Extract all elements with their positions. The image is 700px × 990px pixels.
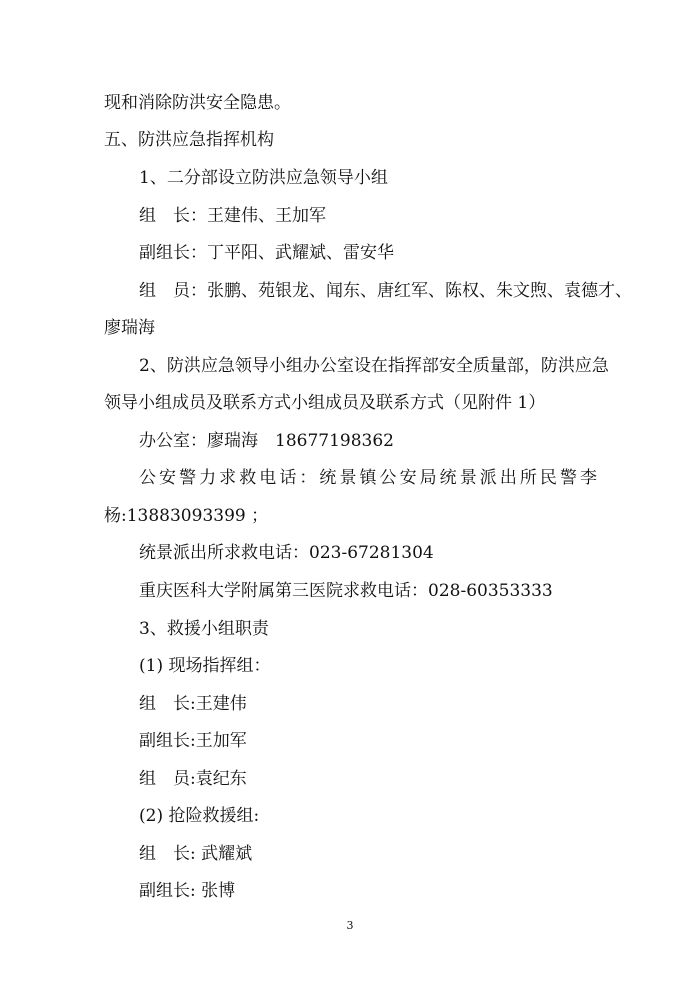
text-line-3: 1、二分部设立防洪应急领导小组 [139, 168, 388, 188]
text-line-14: 重庆医科大学附属第三医院求救电话：028-60353333 [139, 581, 553, 601]
section-heading-5: 五、防洪应急指挥机构 [104, 130, 274, 150]
text-line-22: 副组长: 张博 [139, 881, 236, 901]
text-line-21: 组 长: 武耀斌 [139, 844, 253, 864]
text-line-5: 副组长：丁平阳、武耀斌、雷安华 [139, 243, 394, 263]
page-number: 3 [346, 919, 354, 932]
text-line-17: 组 长:王建伟 [139, 694, 247, 714]
text-line-15: 3、救援小组职责 [139, 619, 269, 639]
text-line-9: 领导小组成员及联系方式小组成员及联系方式（见附件 1） [104, 393, 546, 413]
text-line-8: 2、防洪应急领导小组办公室设在指挥部安全质量部，防洪应急 [139, 356, 609, 376]
text-line-12: 杨:13883093399 ； [104, 506, 269, 526]
text-line-18: 副组长:王加军 [139, 731, 247, 751]
text-line-16: (1) 现场指挥组： [139, 656, 271, 676]
text-line-10: 办公室：廖瑞海 18677198362 [139, 431, 394, 451]
text-line-4: 组 长：王建伟、王加军 [139, 206, 326, 226]
text-line-11: 公安警力求救电话：统景镇公安局统景派出所民警李 [139, 468, 597, 488]
text-line-6: 组 员：张鹏、苑银龙、闻东、唐红军、陈权、朱文煦、袁德才、 [139, 281, 632, 301]
text-line-13: 统景派出所求救电话：023-67281304 [139, 543, 434, 563]
text-line-7: 廖瑞海 [104, 318, 155, 338]
text-line-19: 组 员:袁纪东 [139, 769, 247, 789]
text-line-20: (2) 抢险救援组: [139, 806, 260, 826]
text-line-1: 现和消除防洪安全隐患。 [104, 93, 291, 113]
